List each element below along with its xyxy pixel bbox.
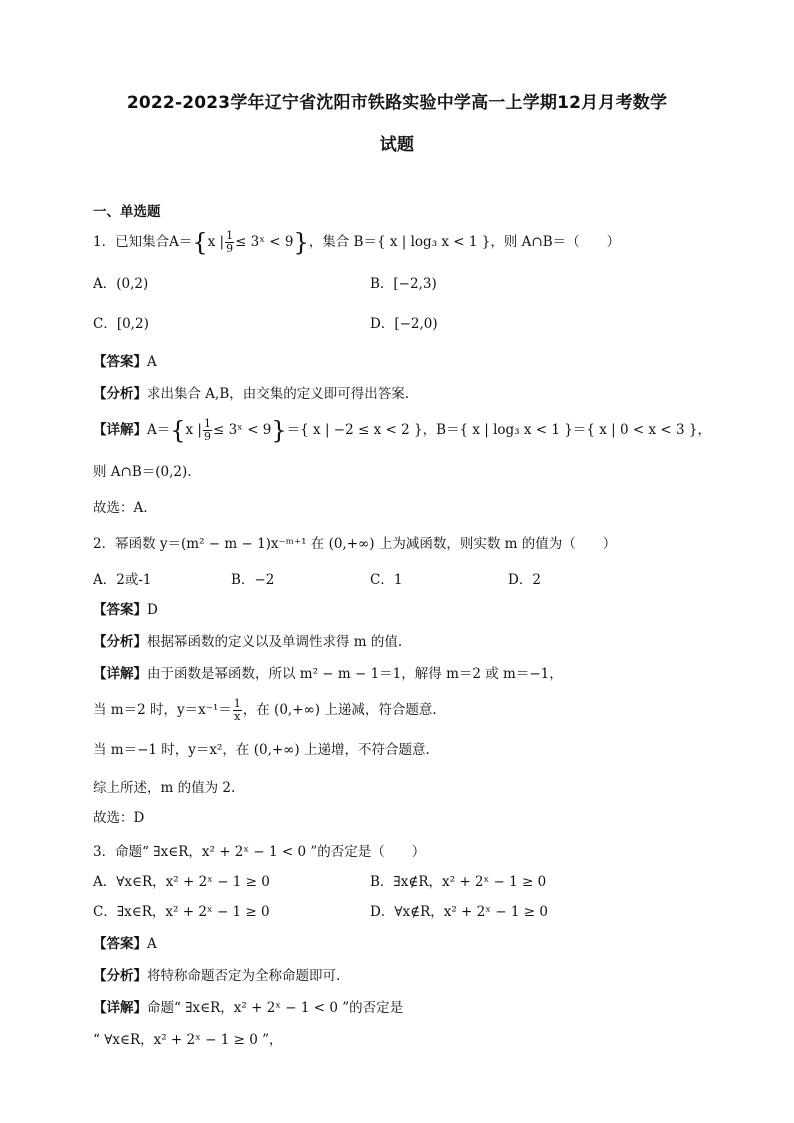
fraction-numerator: 1 (203, 417, 211, 430)
q2-answer (93, 600, 158, 620)
q3-analysis (93, 966, 340, 986)
q2-option-d: D．2 (508, 572, 541, 588)
answer-tag: 【答案】 (93, 936, 147, 952)
left-brace: { (170, 416, 186, 445)
fraction-denominator: x (234, 710, 241, 723)
detail-text: 命题“ ∃x∈R，x² + 2ˣ − 1 < 0 ”的否定是 (147, 1000, 404, 1016)
fraction-denominator: 9 (226, 242, 234, 255)
analysis-tag: 【分析】 (93, 968, 147, 984)
q3-option-c: C．∃x∈R，x² + 2ˣ − 1 ≥ 0 (93, 904, 270, 920)
fraction-numerator: 1 (226, 229, 234, 242)
page-title-line1: 2022-2023学年辽宁省沈阳市铁路实验中学高一上学期12月月考数学 (126, 93, 668, 113)
detail-tag: 【详解】 (93, 666, 147, 682)
q2-detail-2a: 当 m＝2 时，y＝x⁻¹＝ (93, 702, 232, 718)
q1-option-d: D．[−2,0) (370, 316, 438, 332)
answer-tag: 【答案】 (93, 602, 147, 618)
section-heading: 一、单选题 (93, 204, 161, 220)
q1-set-var: x | (207, 234, 225, 250)
q1-detail-c: 则 A∩B＝(0,2). (93, 464, 192, 480)
q2-detail-4: 综上所述，m 的值为 2. (93, 780, 236, 796)
q1-detail-set-var: x | (185, 422, 202, 438)
answer-value: D (147, 602, 158, 618)
q1-detail-fraction (203, 418, 212, 443)
detail-text: 由于函数是幂函数，所以 m² − m − 1＝1，解得 m＝2 或 m＝−1， (147, 666, 563, 682)
q2-detail-3: 当 m＝−1 时，y＝x²，在 (0,+∞) 上递增，不符合题意. (93, 742, 430, 758)
q1-conclusion: 故选：A. (93, 500, 148, 516)
detail-tag: 【详解】 (93, 422, 147, 438)
q2-detail-1 (93, 664, 563, 684)
q2-option-c: C．1 (370, 572, 403, 588)
q3-detail-1 (93, 998, 403, 1018)
q1-detail (93, 418, 711, 443)
analysis-text: 将特称命题否定为全称命题即可. (147, 968, 341, 984)
q1-option-a: A．(0,2) (93, 276, 149, 292)
q3-detail-2: “ ∀x∈R，x² + 2ˣ − 1 ≥ 0 ”， (93, 1032, 283, 1048)
q1-stem-b: ，集合 B＝{ x | log₃ x < 1 }，则 A∩B＝（ ） (308, 234, 621, 250)
q1-fraction (225, 230, 234, 255)
fraction-numerator: 1 (233, 697, 241, 710)
q1-analysis (93, 384, 409, 404)
q1-option-c: C．[0,2) (93, 316, 149, 332)
right-brace: } (293, 228, 309, 257)
q2-analysis (93, 632, 402, 652)
answer-tag: 【答案】 (93, 354, 147, 370)
q1-detail-set-rest: ≤ 3ˣ < 9 (212, 422, 272, 438)
analysis-text: 求出集合 A,B，由交集的定义即可得出答案. (147, 386, 410, 402)
q1-option-b: B．[−2,3) (370, 276, 437, 292)
q2-option-b: B．−2 (231, 572, 275, 588)
q3-option-d: D．∀x∉R，x² + 2ˣ − 1 ≥ 0 (370, 904, 548, 920)
q3-option-b: B．∃x∉R，x² + 2ˣ − 1 ≥ 0 (370, 874, 547, 890)
fraction-denominator: 9 (203, 430, 211, 443)
q3-option-a: A．∀x∈R，x² + 2ˣ − 1 ≥ 0 (93, 874, 270, 890)
q3-stem: 3．命题“ ∃x∈R，x² + 2ˣ − 1 < 0 ”的否定是（ ） (93, 844, 426, 860)
q1-stem-a: 1．已知集合A＝ (93, 234, 193, 250)
analysis-tag: 【分析】 (93, 634, 147, 650)
q1-answer (93, 352, 157, 372)
answer-value: A (147, 936, 157, 952)
q2-fraction (233, 698, 242, 723)
q1-stem (93, 230, 620, 255)
right-brace: } (271, 416, 287, 445)
q2-option-a: A．2或-1 (93, 572, 152, 588)
q2-conclusion: 故选：D (93, 810, 145, 826)
detail-tag: 【详解】 (93, 1000, 147, 1016)
q1-detail-b: ＝{ x | −2 ≤ x < 2 }，B＝{ x | log₃ x < 1 }＝{ x | 0 < x < 3 }， (286, 422, 711, 438)
page-title-line2: 试题 (379, 135, 415, 155)
q1-detail-a: A＝ (147, 422, 171, 438)
q2-detail-2 (93, 698, 437, 723)
analysis-text: 根据幂函数的定义以及单调性求得 m 的值. (147, 634, 403, 650)
q1-set-rest: ≤ 3ˣ < 9 (235, 234, 294, 250)
answer-value: A (147, 354, 157, 370)
q2-stem: 2．幂函数 y＝(m² − m − 1)x⁻ᵐ⁺¹ 在 (0,+∞) 上为减函数，则实数 m 的值为（ ） (93, 536, 617, 552)
left-brace: { (192, 228, 208, 257)
q2-detail-2b: ，在 (0,+∞) 上递减，符合题意. (242, 702, 437, 718)
q3-answer (93, 934, 157, 954)
analysis-tag: 【分析】 (93, 386, 147, 402)
